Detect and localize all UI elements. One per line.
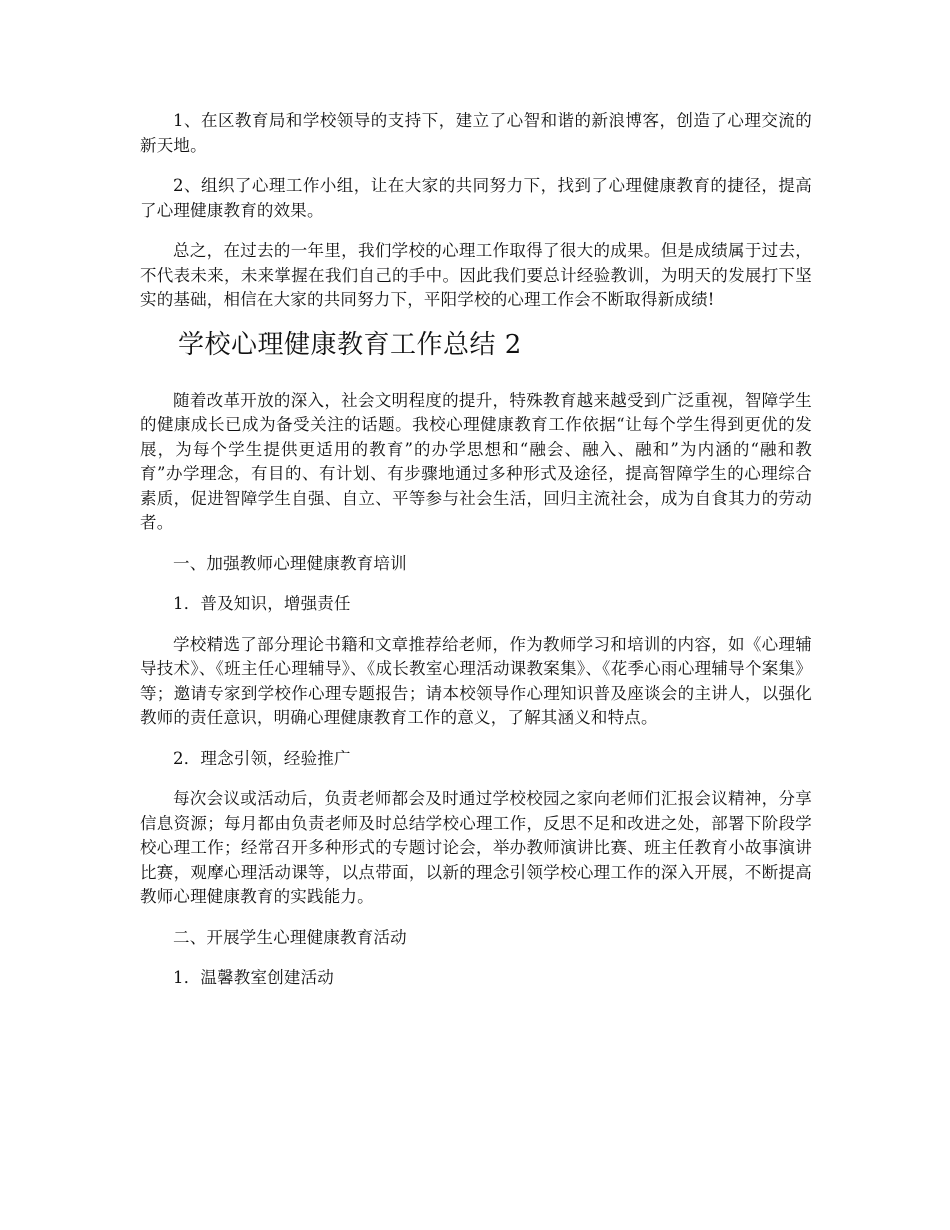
section-heading: 学校心理健康教育工作总结 2 [178, 329, 522, 360]
paragraph-summary: 总之，在过去的一年里，我们学校的心理工作取得了很大的成果。但是成绩属于过去，不代表未来，未来掌握在我们自己的手中。因此我们要总计经验教训，为明天的发展打下坚实的基础，相信在大家的共同努力下，平阳学校的心理工作会不断取得新成绩! [140, 241, 812, 309]
subheading-classroom: 1．温馨教室创建活动 [173, 968, 334, 987]
paragraph-books: 学校精选了部分理论书籍和文章推荐给老师，作为教师学习和培训的内容，如《心理辅导技术》、《班主任心理辅导》、《成长教室心理活动课教案集》、《花季心雨心理辅导个案集》等；邀请专家到学校作心理专题报告；请本校领导作心理知识普及座谈会的主讲人，以强化教师的责任意识，明确心理健康教育工作的意义，了解其涵义和特点。 [140, 634, 812, 727]
paragraph-intro: 随着改革开放的深入，社会文明程度的提升，特殊教育越来越受到广泛重视，智障学生的健康成长已成为备受关注的话题。我校心理健康教育工作依据“让每个学生得到更优的发展，为每个学生提供更适用的教育”的办学思想和“融会、融入、融和”为内涵的“融和教育”办学理念，有目的、有计划、有步骤地通过多种形式及途径，提高智障学生的心理综合素质，促进智障学生自强、自立、平等参与社会生活，回归主流社会，成为自食其力的劳动者。 [140, 390, 812, 532]
subheading-student-activities: 二、开展学生心理健康教育活动 [173, 927, 407, 947]
subheading-concept: 2．理念引领，经验推广 [173, 748, 351, 768]
paragraph-item-1: 1、在区教育局和学校领导的支持下，建立了心智和谐的新浪博客，创造了心理交流的新天地。 [140, 111, 812, 155]
paragraph-item-2: 2、组织了心理工作小组，让在大家的共同努力下，找到了心理健康教育的捷径，提高了心理健康教育的效果。 [140, 176, 812, 220]
subheading-teacher-training: 一、加强教师心理健康教育培训 [173, 553, 407, 573]
document-page [140, 109, 812, 991]
paragraph-meetings: 每次会议或活动后，负责老师都会及时通过学校校园之家向老师们汇报会议精神，分享信息资源；每月都由负责老师及时总结学校心理工作，反思不足和改进之处，部署下阶段学校心理工作；经常召开多种形式的专题讨论会，举办教师演讲比赛、班主任教育小故事演讲比赛，观摩心理活动课等，以点带面，以新的理念引领学校心理工作的深入开展，不断提高教师心理健康教育的实践能力。 [140, 789, 812, 906]
subheading-knowledge: 1．普及知识，增强责任 [173, 594, 351, 613]
